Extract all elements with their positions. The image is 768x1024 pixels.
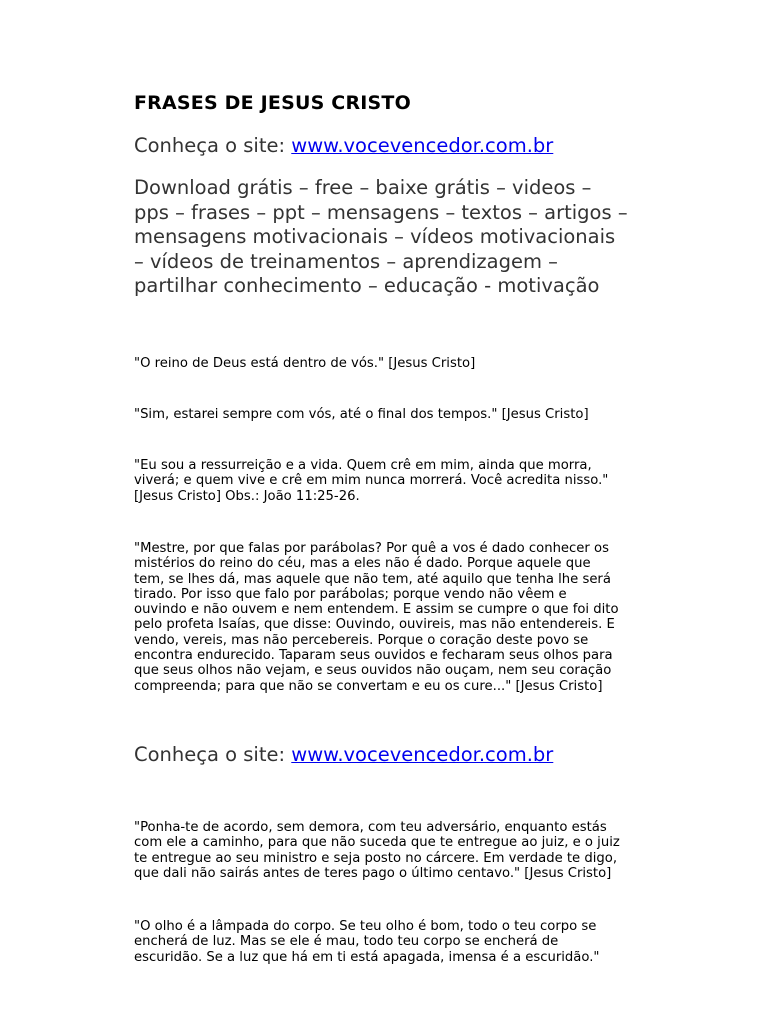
download-line: – vídeos de treinamentos – aprendizagem – [134,249,558,273]
download-keywords [134,176,654,299]
quote-line: te entregue ao seu ministro e seja posto no cárcere. Em verdade te digo, [134,850,618,866]
document-title: FRASES DE JESUS CRISTO [134,92,411,114]
quote-paragraph [134,458,654,504]
quote-line: pelo profeta Isaías, que disse: Ouvindo, ouvireis, mas não entendereis. E [134,617,615,633]
quote-line: encontra endurecido. Taparam seus ouvidos e fecharam seus olhos para [134,648,613,664]
quote-line: "Sim, estarei sempre com vós, até o final dos tempos." [Jesus Cristo] [134,407,589,422]
quote-paragraph [134,820,654,881]
quote-line: [Jesus Cristo] Obs.: João 11:25-26. [134,488,360,504]
download-line: Download grátis – free – baixe grátis – videos – [134,176,592,199]
quote-line: tirado. Por isso que falo por parábolas; porque vendo não vêem e [134,586,567,602]
site-line-bottom [134,743,553,766]
download-line: pps – frases – ppt – mensagens – textos – artigos – [134,200,628,224]
quote-line: ouvindo e não ouvem e nem entendem. E assim se cumpre o que foi dito [134,602,619,618]
site-colon: : [278,134,286,157]
quote-paragraph [134,541,654,694]
quote-line: que dali não sairás antes de teres pago o último centavo." [Jesus Cristo] [134,865,612,881]
quote-line: mistérios do reino do céu, mas a eles não é dado. Porque aquele que [134,556,591,572]
site-link[interactable]: www.vocevencedor.com.br [291,743,554,766]
quote-line: "Mestre, por que falas por parábolas? Por quê a vos é dado conhecer os [134,541,609,556]
quote-line: "Eu sou a ressurreição e a vida. Quem crê em mim, ainda que morra, [134,458,592,473]
quote-line: que seus olhos não vejam, e seus ouvidos não ouçam, nem seu coração [134,663,612,679]
quote-line: "O reino de Deus está dentro de vós." [Jesus Cristo] [134,356,476,371]
quote-line: tem, se lhes dá, mas aquele que não tem, até aquilo que tenha lhe será [134,571,611,587]
quote-line: escuridão. Se a luz que há em ti está apagada, imensa é a escuridão." [134,949,600,965]
site-prefix: Conheça o site [134,743,279,766]
quote-line: compreenda; para que não se convertam e eu os cure..." [Jesus Cristo] [134,678,603,694]
download-line: partilhar conhecimento – educação - motivação [134,274,600,297]
quote-line: com ele a caminho, para que não suceda que te entregue ao juiz, e o juiz [134,835,620,851]
quote-line: viverá; e quem vive e crê em mim nunca morrerá. Você acredita nisso." [134,473,609,489]
download-line: mensagens motivacionais – vídeos motivacionais [134,225,616,248]
quote-line: "Ponha-te de acordo, sem demora, com teu adversário, enquanto estás [134,820,607,835]
quote-paragraph [134,407,654,422]
quote-line: encherá de luz. Mas se ele é mau, todo teu corpo se encherá de [134,934,559,950]
site-prefix: Conheça o site [134,134,279,157]
quote-paragraph [134,356,654,371]
site-colon: : [278,743,286,766]
site-link[interactable]: www.vocevencedor.com.br [291,134,554,157]
quote-line: vendo, vereis, mas não percebereis. Porque o coração deste povo se [134,632,589,648]
site-line-top [134,134,553,157]
quote-paragraph [134,919,654,965]
quote-line: "O olho é a lâmpada do corpo. Se teu olho é bom, todo o teu corpo se [134,919,597,934]
